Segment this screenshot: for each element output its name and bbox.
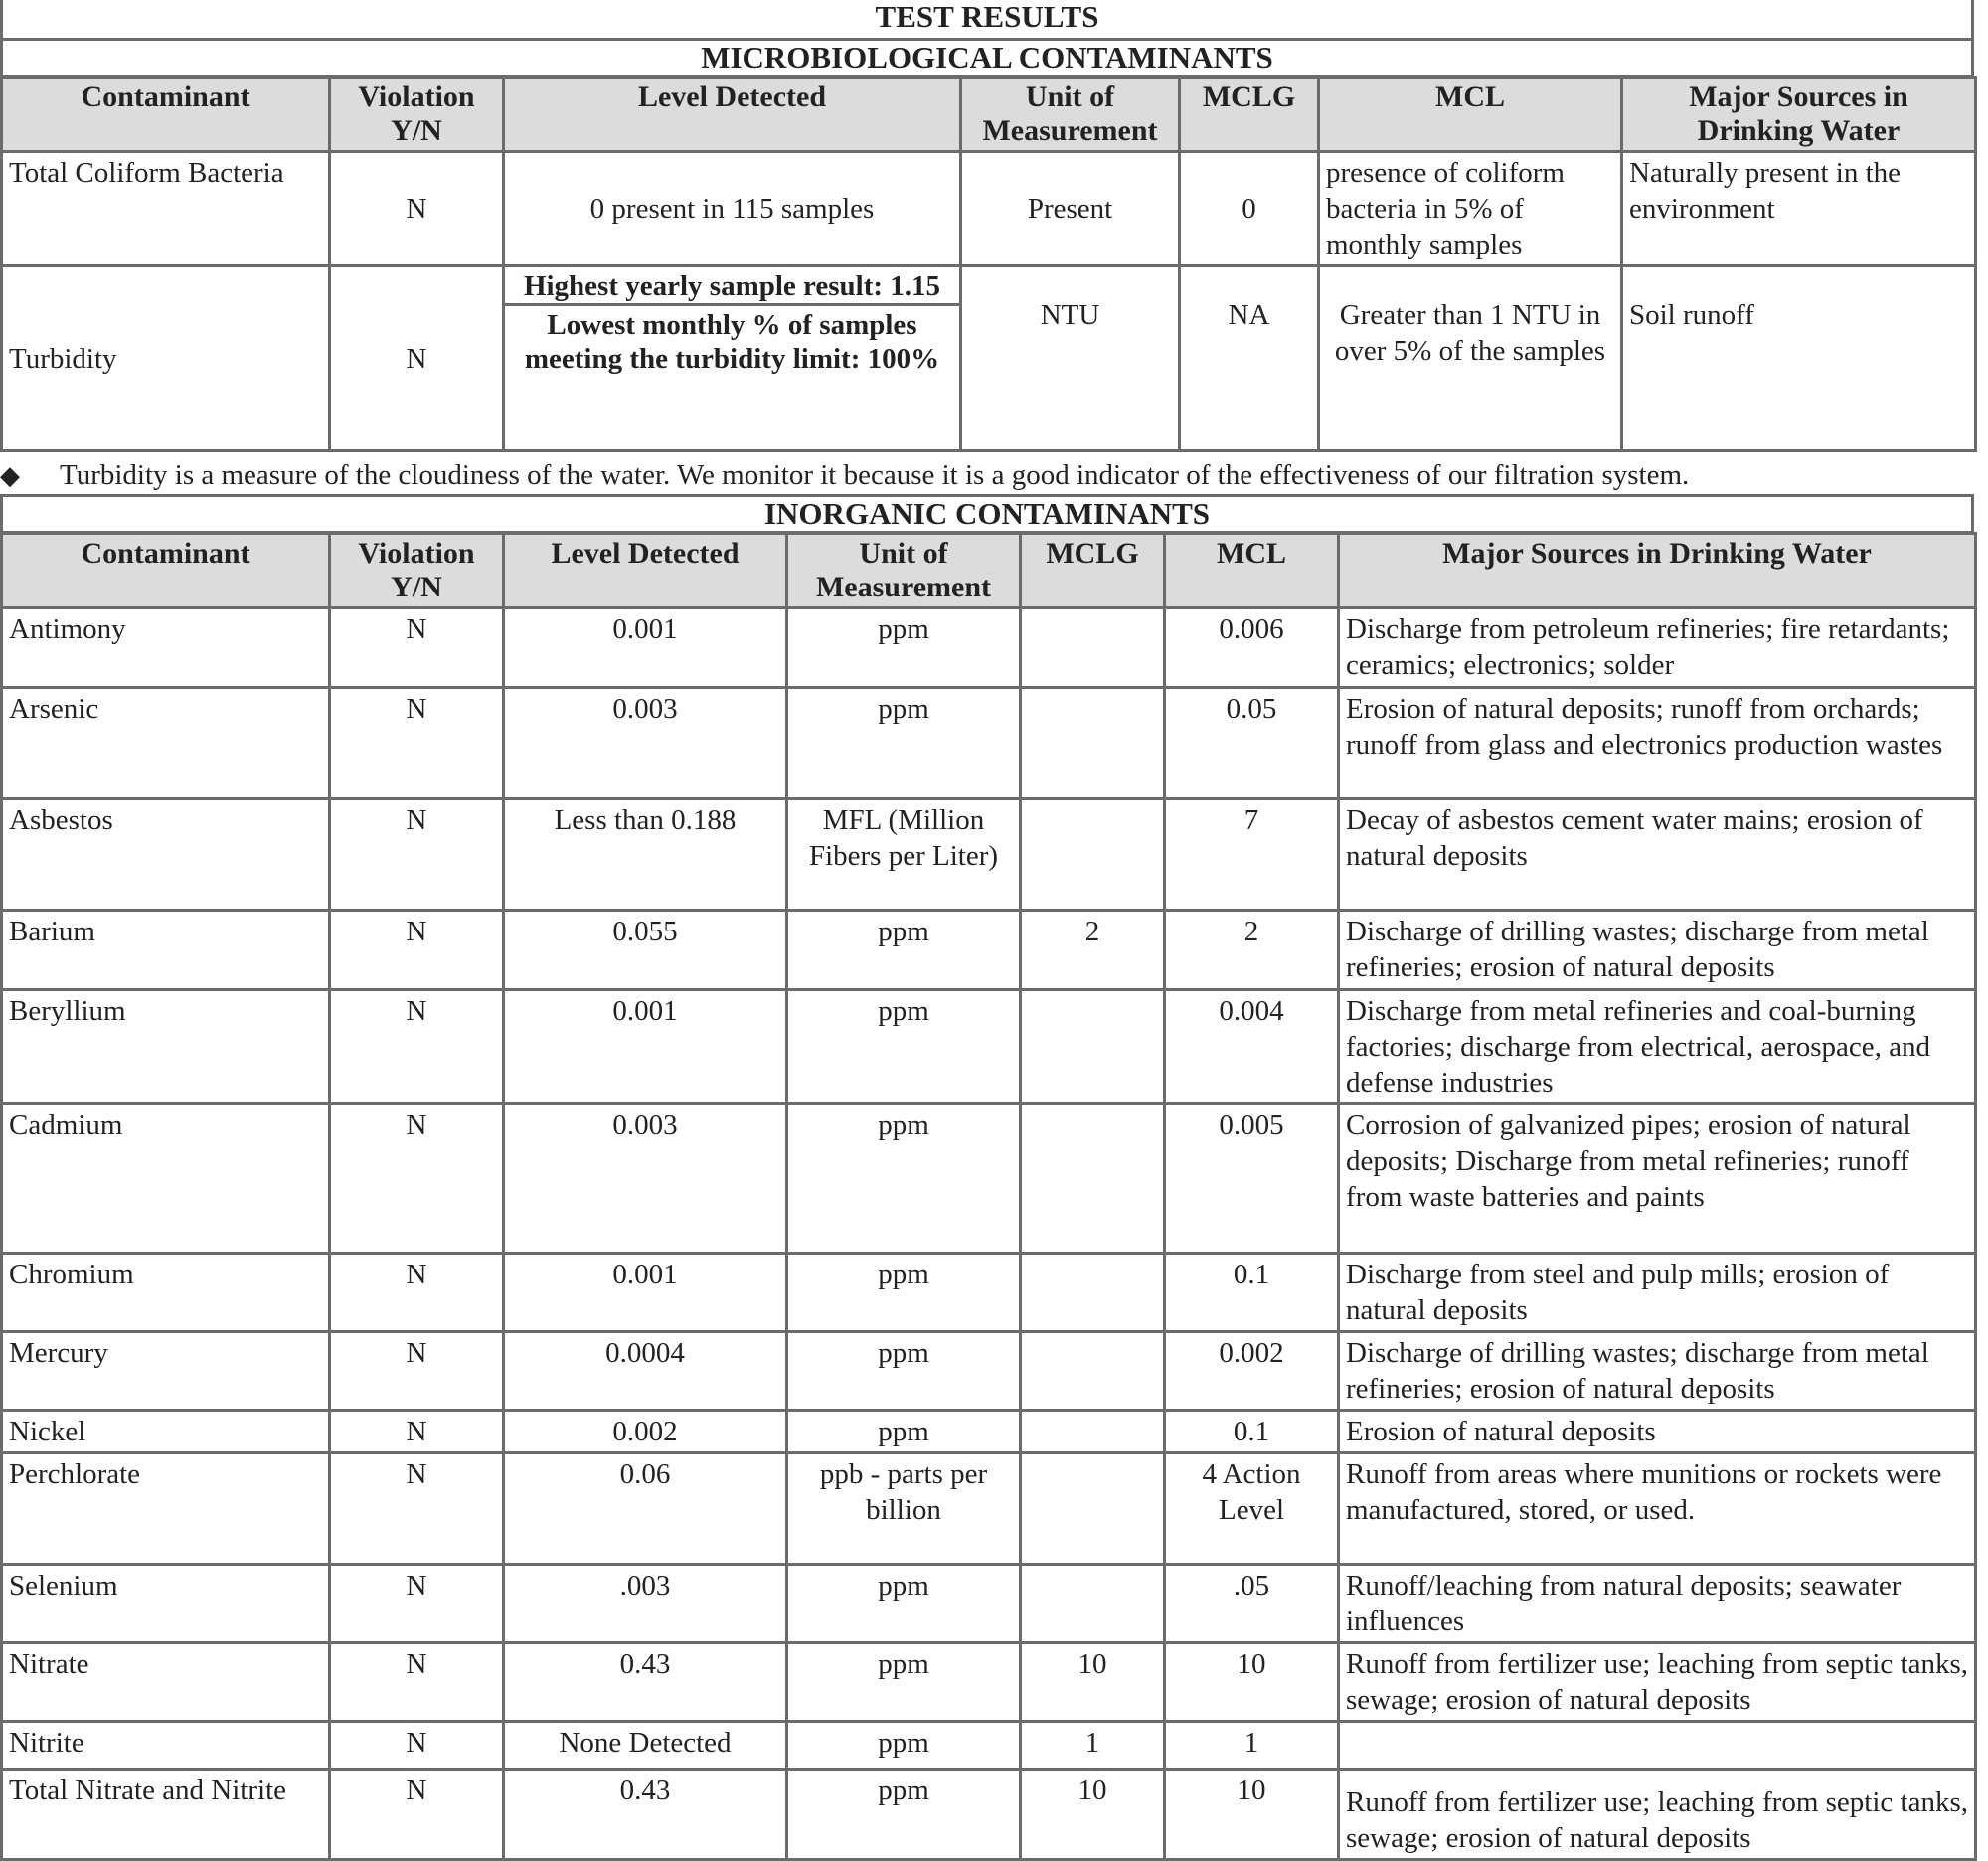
cell-violation: N — [330, 1411, 504, 1453]
table-row — [2, 1643, 1976, 1722]
cell-contaminant: Antimony — [2, 608, 330, 688]
cell-violation: N — [330, 608, 504, 688]
cell-sources: Decay of asbestos cement water mains; erosion of natural deposits — [1339, 799, 1976, 911]
table-row — [2, 152, 1976, 266]
inorganic-rows — [2, 608, 1976, 1860]
cell-sources: Runoff/leaching from natural deposits; seawater influences — [1339, 1565, 1976, 1643]
cell-mclg — [1021, 990, 1165, 1104]
cell-level: 0.06 — [504, 1453, 787, 1565]
cell-mcl: 1 — [1165, 1722, 1339, 1770]
cell-violation: N — [330, 1453, 504, 1565]
highest-yearly-result: Highest yearly sample result: 1.15 — [523, 270, 941, 302]
cell-sources: Discharge of drilling wastes; discharge from metal refineries; erosion of natural deposits — [1339, 911, 1976, 990]
cell-mcl: 0.002 — [1165, 1332, 1339, 1411]
cell-contaminant: Chromium — [2, 1254, 330, 1332]
header-unit: Unit of Measurement — [961, 78, 1180, 152]
header-sources: Major Sources in Drinking Water — [1622, 78, 1976, 152]
cell-mcl: Greater than 1 NTU in over 5% of the samples — [1319, 266, 1622, 451]
cell-violation: N — [330, 1332, 504, 1411]
cell-level: 0.0004 — [504, 1332, 787, 1411]
cell-contaminant: Cadmium — [2, 1104, 330, 1254]
cell-contaminant: Nickel — [2, 1411, 330, 1453]
cell-mcl: 7 — [1165, 799, 1339, 911]
cell-mcl: 0.004 — [1165, 990, 1339, 1104]
cell-mcl: 0.005 — [1165, 1104, 1339, 1254]
cell-mclg: 10 — [1021, 1770, 1165, 1860]
cell-mclg: 2 — [1021, 911, 1165, 990]
cell-mclg — [1021, 608, 1165, 688]
cell-unit: ppm — [787, 990, 1021, 1104]
cell-sources: Discharge from metal refineries and coal-burning factories; discharge from electrical, aerospace, and defense industries — [1339, 990, 1976, 1104]
table-header-row — [2, 78, 1976, 152]
header-unit: Unit of Measurement — [787, 534, 1021, 608]
cell-mclg: 1 — [1021, 1722, 1165, 1770]
table-row — [2, 1453, 1976, 1565]
cell-violation: N — [330, 1104, 504, 1254]
cell-contaminant: Selenium — [2, 1565, 330, 1643]
cell-sources: Discharge from steel and pulp mills; erosion of natural deposits — [1339, 1254, 1976, 1332]
cell-unit: ppm — [787, 911, 1021, 990]
table-row — [2, 1411, 1976, 1453]
cell-violation: N — [330, 1565, 504, 1643]
cell-level: Less than 0.188 — [504, 799, 787, 911]
cell-mclg — [1021, 1411, 1165, 1453]
cell-mcl: 0.1 — [1165, 1411, 1339, 1453]
cell-mcl: 0.006 — [1165, 608, 1339, 688]
cell-sources: Runoff from fertilizer use; leaching from septic tanks, sewage; erosion of natural deposits — [1339, 1770, 1976, 1860]
cell-violation: N — [330, 1643, 504, 1722]
table-row — [2, 911, 1976, 990]
inorganic-section-title: INORGANIC CONTAMINANTS — [0, 494, 1974, 534]
cell-sources: Runoff from areas where munitions or rockets were manufactured, stored, or used. — [1339, 1453, 1976, 1565]
cell-unit: ppm — [787, 1104, 1021, 1254]
cell-mclg — [1021, 688, 1165, 799]
header-sources: Major Sources in Drinking Water — [1339, 534, 1976, 608]
cell-contaminant: Arsenic — [2, 688, 330, 799]
turbidity-note — [0, 457, 1974, 495]
cell-level: 0.43 — [504, 1770, 787, 1860]
cell-unit: ppm — [787, 1722, 1021, 1770]
diamond-bullet-icon: ◆ — [0, 461, 20, 490]
cell-unit: NTU — [961, 266, 1180, 451]
cell-contaminant: Turbidity — [2, 266, 330, 451]
note-text: Turbidity is a measure of the cloudiness of the water. We monitor it because it is a good indicator of the effectiveness of our filtration system. — [60, 459, 1690, 491]
cell-level — [504, 266, 961, 451]
cell-unit: ppm — [787, 608, 1021, 688]
cell-violation: N — [330, 990, 504, 1104]
table-row — [2, 1722, 1976, 1770]
cell-contaminant: Nitrite — [2, 1722, 330, 1770]
cell-unit: ppb - parts per billion — [787, 1453, 1021, 1565]
cell-mclg: NA — [1180, 266, 1319, 451]
table-row — [2, 1254, 1976, 1332]
cell-violation: N — [330, 799, 504, 911]
table-row — [2, 990, 1976, 1104]
cell-level: 0.43 — [504, 1643, 787, 1722]
cell-level: 0 present in 115 samples — [504, 152, 961, 266]
cell-mclg — [1021, 1565, 1165, 1643]
cell-contaminant: Total Nitrate and Nitrite — [2, 1770, 330, 1860]
cell-mcl: 4 Action Level — [1165, 1453, 1339, 1565]
cell-mcl: 10 — [1165, 1770, 1339, 1860]
cell-level: None Detected — [504, 1722, 787, 1770]
cell-mcl: .05 — [1165, 1565, 1339, 1643]
cell-sources: Runoff from fertilizer use; leaching from septic tanks, sewage; erosion of natural deposits — [1339, 1643, 1976, 1722]
cell-mcl: 0.1 — [1165, 1254, 1339, 1332]
cell-unit: ppm — [787, 1643, 1021, 1722]
cell-sources: Soil runoff — [1622, 266, 1976, 451]
header-violation: Violation Y/N — [330, 534, 504, 608]
page-title: TEST RESULTS — [0, 0, 1974, 38]
cell-contaminant: Perchlorate — [2, 1453, 330, 1565]
cell-level: 0.001 — [504, 990, 787, 1104]
cell-sources: Discharge from petroleum refineries; fire retardants; ceramics; electronics; solder — [1339, 608, 1976, 688]
cell-mcl: 2 — [1165, 911, 1339, 990]
table-header-row — [2, 534, 1976, 608]
cell-unit: ppm — [787, 688, 1021, 799]
cell-contaminant: Asbestos — [2, 799, 330, 911]
cell-unit: ppm — [787, 1332, 1021, 1411]
cell-unit: ppm — [787, 1411, 1021, 1453]
table-row — [2, 688, 1976, 799]
cell-level: 0.003 — [504, 1104, 787, 1254]
cell-violation: N — [330, 911, 504, 990]
cell-unit: MFL (Million Fibers per Liter) — [787, 799, 1021, 911]
header-mcl: MCL — [1165, 534, 1339, 608]
header-contaminant: Contaminant — [2, 78, 330, 152]
cell-unit: ppm — [787, 1565, 1021, 1643]
cell-level: 0.055 — [504, 911, 787, 990]
cell-unit: ppm — [787, 1770, 1021, 1860]
microbiological-table — [0, 76, 1977, 452]
cell-violation: N — [330, 1722, 504, 1770]
cell-level: 0.002 — [504, 1411, 787, 1453]
lowest-monthly-percent: Lowest monthly % of samples meeting the turbidity limit: 100% — [505, 303, 959, 378]
cell-mclg: 10 — [1021, 1643, 1165, 1722]
cell-mclg — [1021, 1332, 1165, 1411]
table-row — [2, 266, 1976, 451]
cell-sources: Discharge of drilling wastes; discharge from metal refineries; erosion of natural deposits — [1339, 1332, 1976, 1411]
cell-mclg: 0 — [1180, 152, 1319, 266]
header-contaminant: Contaminant — [2, 534, 330, 608]
microbiological-section-title: MICROBIOLOGICAL CONTAMINANTS — [0, 38, 1974, 78]
cell-sources: Corrosion of galvanized pipes; erosion of natural deposits; Discharge from metal refineries; runoff from waste batteries and paints — [1339, 1104, 1976, 1254]
cell-level: 0.001 — [504, 1254, 787, 1332]
table-row — [2, 1332, 1976, 1411]
cell-violation: N — [330, 266, 504, 451]
header-mcl: MCL — [1319, 78, 1622, 152]
cell-level: .003 — [504, 1565, 787, 1643]
cell-unit: ppm — [787, 1254, 1021, 1332]
cell-mclg — [1021, 1453, 1165, 1565]
cell-contaminant: Nitrate — [2, 1643, 330, 1722]
cell-level: 0.003 — [504, 688, 787, 799]
cell-mcl: 0.05 — [1165, 688, 1339, 799]
cell-sources — [1339, 1722, 1976, 1770]
cell-contaminant: Mercury — [2, 1332, 330, 1411]
cell-mcl: 10 — [1165, 1643, 1339, 1722]
cell-violation: N — [330, 1770, 504, 1860]
cell-mclg — [1021, 1104, 1165, 1254]
header-violation: Violation Y/N — [330, 78, 504, 152]
cell-contaminant: Barium — [2, 911, 330, 990]
header-level-detected: Level Detected — [504, 78, 961, 152]
header-mclg: MCLG — [1180, 78, 1319, 152]
table-row — [2, 1104, 1976, 1254]
header-level-detected: Level Detected — [504, 534, 787, 608]
table-row — [2, 608, 1976, 688]
cell-contaminant: Total Coliform Bacteria — [2, 152, 330, 266]
cell-mclg — [1021, 799, 1165, 911]
cell-violation: N — [330, 152, 504, 266]
cell-sources: Naturally present in the environment — [1622, 152, 1976, 266]
header-mclg: MCLG — [1021, 534, 1165, 608]
cell-violation: N — [330, 1254, 504, 1332]
cell-violation: N — [330, 688, 504, 799]
table-row — [2, 799, 1976, 911]
table-row — [2, 1770, 1976, 1860]
cell-sources: Erosion of natural deposits — [1339, 1411, 1976, 1453]
cell-level: 0.001 — [504, 608, 787, 688]
table-row — [2, 1565, 1976, 1643]
cell-mcl: presence of coliform bacteria in 5% of monthly samples — [1319, 152, 1622, 266]
cell-contaminant: Beryllium — [2, 990, 330, 1104]
cell-unit: Present — [961, 152, 1180, 266]
inorganic-table — [0, 532, 1977, 1861]
cell-sources: Erosion of natural deposits; runoff from orchards; runoff from glass and electronics production wastes — [1339, 688, 1976, 799]
cell-mclg — [1021, 1254, 1165, 1332]
